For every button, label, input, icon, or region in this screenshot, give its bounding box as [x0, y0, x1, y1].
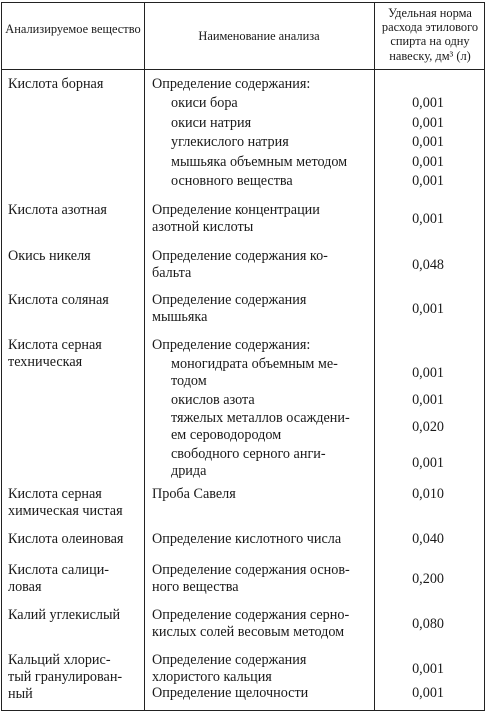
- analysis-name: моногидрата объемным ме-: [171, 356, 338, 372]
- norm-value: 0,001: [412, 392, 444, 408]
- substance-name: ный: [8, 686, 33, 702]
- norm-value: 0,001: [412, 211, 444, 227]
- column-divider-1: [144, 2, 145, 710]
- analysis-name: тодом: [171, 373, 207, 389]
- header-bottom-border: [1, 69, 485, 70]
- norm-value: 0,001: [412, 685, 444, 701]
- substance-name: химическая чистая: [8, 503, 123, 519]
- analysis-name: азотной кислоты: [152, 219, 254, 235]
- substance-name: Кислота азотная: [8, 202, 107, 218]
- analysis-name: Определение содержания серно-: [152, 607, 350, 623]
- analysis-name: ного вещества: [152, 579, 239, 595]
- norm-value: 0,010: [412, 486, 444, 502]
- analysis-name: Определение концентрации: [152, 202, 320, 218]
- column-divider-2: [374, 2, 375, 710]
- norm-value: 0,040: [412, 531, 444, 547]
- analysis-name: кислых солей весовым методом: [152, 624, 345, 640]
- table-bottom-border: [1, 710, 485, 711]
- left-border: [1, 2, 2, 710]
- substance-name: Калий углекислый: [8, 607, 121, 623]
- header-analysis: Наименование анализа: [198, 29, 320, 43]
- analysis-name: Определение щелочности: [152, 685, 309, 701]
- substance-name: Кальций хлорис-: [8, 652, 111, 668]
- header-substance: Анализируемое вещество: [5, 22, 141, 36]
- substance-name: Кислота серная: [8, 486, 102, 502]
- analysis-name: мышьяка объемным методом: [171, 154, 348, 170]
- analysis-name: Определение содержания:: [152, 76, 311, 92]
- norm-value: 0,001: [412, 115, 444, 131]
- analysis-name: Определение кислотного числа: [152, 531, 342, 547]
- analysis-name: основного вещества: [171, 173, 293, 189]
- substance-name: Окись никеля: [8, 248, 91, 264]
- analysis-name: ем сероводородом: [171, 427, 282, 443]
- right-border: [484, 2, 485, 710]
- norm-value: 0,200: [412, 571, 444, 587]
- substance-name: тый гранулирован-: [8, 669, 123, 685]
- analysis-name: окиси бора: [171, 95, 238, 111]
- analysis-name: Определение содержания:: [152, 337, 311, 353]
- substance-name: Кислота олеиновая: [8, 531, 124, 547]
- norm-value: 0,001: [412, 661, 444, 677]
- analysis-name: Определение содержания ко-: [152, 248, 328, 264]
- norm-value: 0,001: [412, 154, 444, 170]
- substance-name: Кислота борная: [8, 76, 104, 92]
- substance-name: Кислота салици-: [8, 562, 110, 578]
- analysis-name: окиси натрия: [171, 115, 252, 131]
- norm-value: 0,001: [412, 455, 444, 471]
- analysis-name: бальта: [152, 265, 192, 281]
- analysis-name: тяжелых металлов осаждени-: [171, 410, 350, 426]
- analysis-name: свободного серного анги-: [171, 446, 326, 462]
- norm-value: 0,001: [412, 301, 444, 317]
- analysis-name: Проба Савеля: [152, 486, 236, 502]
- norm-value: 0,001: [412, 173, 444, 189]
- substance-name: ловая: [8, 579, 42, 595]
- substance-name: Кислота серная: [8, 337, 102, 353]
- analysis-name: Определение содержания основ-: [152, 562, 350, 578]
- norm-value: 0,048: [412, 257, 444, 273]
- norm-value: 0,080: [412, 616, 444, 632]
- analysis-name: Определение содержания: [152, 652, 307, 668]
- norm-value: 0,001: [412, 95, 444, 111]
- norm-value: 0,020: [412, 419, 444, 435]
- analysis-name: мышьяка: [152, 309, 208, 325]
- analysis-name: хлористого кальция: [152, 669, 272, 685]
- norm-value: 0,001: [412, 365, 444, 381]
- analysis-name: Определение содержания: [152, 292, 307, 308]
- norm-value: 0,001: [412, 134, 444, 150]
- analysis-name: дрида: [171, 463, 207, 479]
- analysis-name: углекислого натрия: [171, 134, 289, 150]
- header-norm: Удельная норма расхода этилового спирта на одну навеску, дм³ (л): [381, 6, 479, 63]
- substance-name: Кислота соляная: [8, 292, 109, 308]
- analysis-name: окислов азота: [171, 392, 255, 408]
- substance-name: техническая: [8, 354, 83, 370]
- table-top-border: [1, 2, 485, 3]
